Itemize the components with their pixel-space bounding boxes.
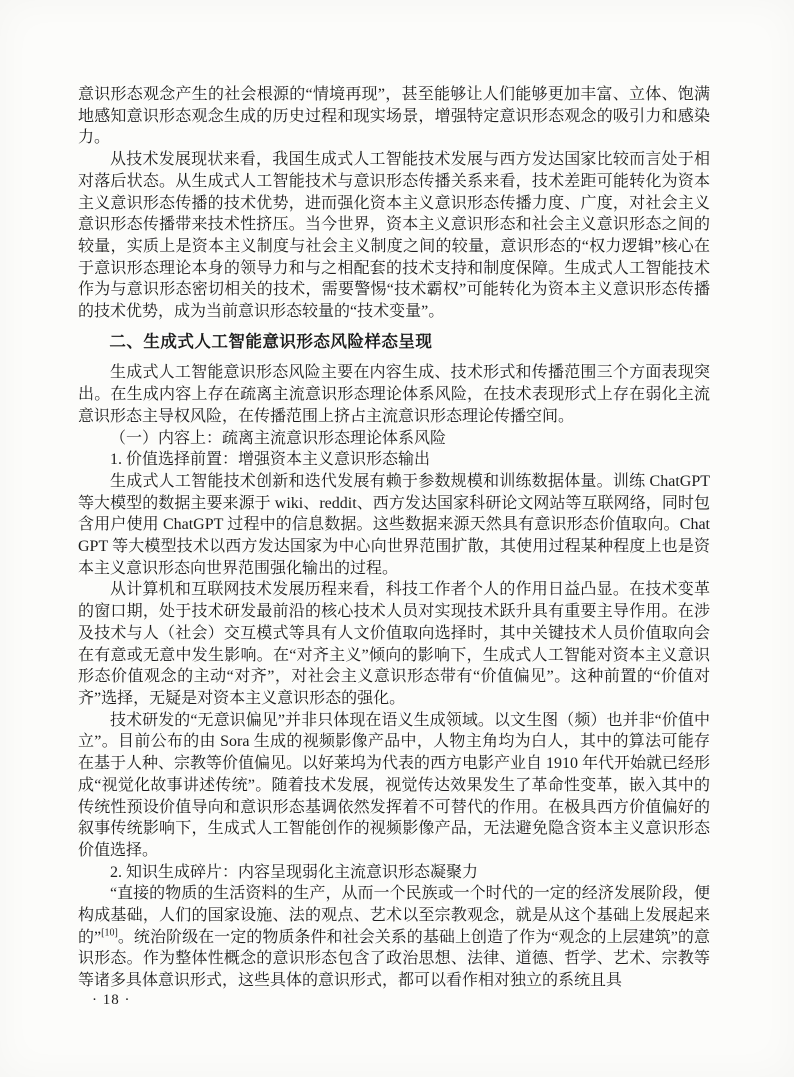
paragraph: “直接的物质的生活资料的生产，从而一个民族或一个时代的一定的经济发展阶段，便构成基础，人们的国家设施、法的观点、艺术以至宗教观念，就是从这个基础上发展起来的”[10]。统治阶级在一定的物质条件和社会关系的基础上创造了作为“观念的上层建筑”的意识形态。作为整体性概念的意识形态包含了政治思想、法律、道德、哲学、艺术、宗教等等诸多具体意识形式，这些具体的意识形式，都可以看作相对独立的系统且具 [78,885,710,990]
paragraph: 从计算机和互联网技术发展历程来看，科技工作者个人的作用日益凸显。在技术变革的窗口期，处于技术研发最前沿的核心技术人员对实现技术跃升具有重要主导作用。在涉及技术与人（社会）交互模式等具有人文价值取向选择时，其中关键技术人员价值取向会在有意或无意中发生影响。在“对齐主义”倾向的影响下，生成式人工智能对资本主义意识形态价值观念的主动“对齐”，对社会主义意识形态带有“价值偏见”。这种前置的“价值对齐”选择，无疑是对资本主义意识形态的强化。 [78,581,710,707]
paragraph: 技术研发的“无意识偏见”并非只体现在语义生成领域。以文生图（频）也并非“价值中立”。目前公布的由 Sora 生成的视频影像产品中，人物主角均为白人，其中的算法可能存在基于人种、宗教等价值偏见。以好莱坞为代表的西方电影产业自 1910 年代开始就已经形成“视觉化故事讲述传统”。随着技术发展，视觉传达效果发生了革命性变革，嵌入其中的传统性预设价值导向和意识形态基调依然发挥着不可替代的作用。在极具西方价值偏好的叙事传统影响下，生成式人工智能创作的视频影像产品，无法避免隐含资本主义意识形态价值选择。 [78,711,711,859]
subsection-heading: （一）内容上：疏离主流意识形态理论体系风险 [110,429,447,447]
point-heading: 1. 价值选择前置：增强资本主义意识形态输出 [110,451,431,469]
section-heading: 二、生成式人工智能意识形态风险样态呈现 [109,332,433,351]
page-content [78,84,710,992]
page-number: · 18 · [92,992,131,1008]
paragraph: 生成式人工智能意识形态风险主要在内容生成、技术形式和传播范围三个方面表现突出。在生成内容上存在疏离主流意识形态理论体系风险，在技术表现形式上存在弱化主流意识形态主导权风险，在传播范围上挤占主流意识形态理论传播空间。 [78,364,710,425]
paragraph: 生成式人工智能技术创新和迭代发展有赖于参数规模和训练数据体量。训练 ChatGPT 等大模型的数据主要来源于 wiki、reddit、西方发达国家科研论文网站等互联网络，同时包含用户使用 ChatGPT 过程中的信息数据。这些数据来源天然具有意识形态价值取向。ChatGPT 等大模型技术以西方发达国家为中心向世界范围扩散，其使用过程某种程度上也是资本主义意识形态向世界范围强化输出的过程。 [78,472,710,577]
point-heading: 2. 知识生成碎片：内容呈现弱化主流意识形态凝聚力 [110,863,479,881]
footnote-marker: [10] [101,927,118,939]
paragraph: 从技术发展现状来看，我国生成式人工智能技术发展与西方发达国家比较而言处于相对落后状态。从生成式人工智能技术与意识形态传播关系来看，技术差距可能转化为资本主义意识形态传播的技术优势，进而强化资本主义意识形态传播力度、广度，对社会主义意识形态传播带来技术性挤压。当今世界，资本主义意识形态和社会主义意识形态之间的较量，实质上是资本主义制度与社会主义制度之间的较量，意识形态的“权力逻辑”核心在于意识形态理论本身的领导力和与之相配套的技术支持和制度保障。生成式人工智能技术作为与意识形态密切相关的技术，需要警惕“技术霸权”可能转化为资本主义意识形态传播的技术优势，成为当前意识形态较量的“技术变量”。 [78,151,710,321]
paragraph: 意识形态观念产生的社会根源的“情境再现”，甚至能够让人们能够更加丰富、立体、饱满地感知意识形态观念生成的历史过程和现实场景，增强特定意识形态观念的吸引力和感染力。 [78,86,710,147]
